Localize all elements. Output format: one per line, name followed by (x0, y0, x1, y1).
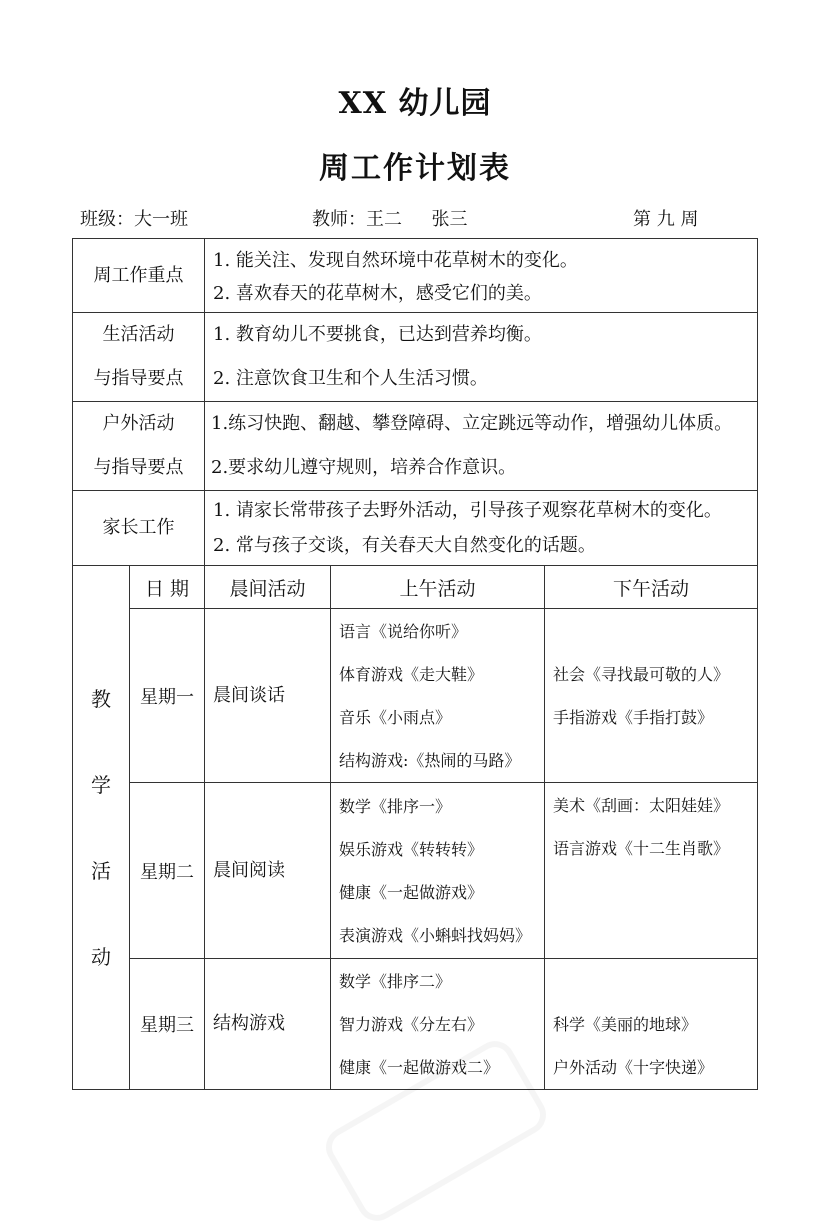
section-item: 1. 请家长常带孩子去野外活动，引导孩子观察花草树木的变化。 (213, 500, 722, 521)
table-row (73, 609, 758, 783)
side-char: 活 (91, 858, 111, 883)
activity-item: 数学《排序一》 (339, 796, 452, 816)
activity-item: 语言游戏《十二生肖歌》 (553, 839, 730, 858)
morning-cell: 结构游戏 (205, 959, 331, 1090)
side-char: 教 (91, 686, 111, 711)
section-item: 2. 常与孩子交谈，有关春天大自然变化的话题。 (213, 535, 596, 556)
section-item: 2.要求幼儿遵守规则，培养合作意识。 (211, 457, 517, 478)
activity-item: 科学《美丽的地球》 (553, 1015, 698, 1034)
pm-cell (545, 959, 758, 1090)
activity-item: 美术《刮画：太阳娃娃》 (553, 796, 730, 815)
day-cell: 星期一 (130, 609, 205, 783)
activity-item: 智力游戏《分左右》 (339, 1014, 484, 1034)
section-item: 2. 注意饮食卫生和个人生活习惯。 (213, 368, 488, 389)
section-item: 1. 能关注、发现自然环境中花草树木的变化。 (213, 250, 578, 271)
activity-item: 娱乐游戏《转转转》 (339, 839, 484, 859)
section-label (73, 402, 205, 491)
section-label (73, 491, 205, 566)
section-label (73, 239, 205, 313)
column-header-morning: 晨间活动 (205, 566, 331, 609)
am-cell (331, 609, 545, 783)
column-header-am: 上午活动 (331, 566, 545, 609)
activity-item: 表演游戏《小蝌蚪找妈妈》 (339, 925, 532, 945)
section-label-line: 户外活动 (102, 413, 175, 434)
teaching-side-label (73, 566, 130, 1090)
day-cell: 星期二 (130, 783, 205, 959)
table-row (73, 783, 758, 959)
class-label: 班级：大一班 (80, 209, 188, 230)
side-char: 动 (91, 944, 111, 969)
column-header-pm: 下午活动 (545, 566, 758, 609)
activity-item: 健康《一起做游戏》 (339, 882, 484, 902)
section-label-line: 周工作重点 (93, 264, 184, 286)
day-cell: 星期三 (130, 959, 205, 1090)
section-row-life (73, 313, 758, 402)
section-label-line: 与指导要点 (93, 368, 184, 389)
section-item: 2. 喜欢春天的花草树木，感受它们的美。 (213, 283, 542, 304)
section-row-focus (73, 239, 758, 313)
section-item: 1. 教育幼儿不要挑食，已达到营养均衡。 (213, 324, 542, 345)
section-row-outdoor (73, 402, 758, 491)
am-cell (331, 783, 545, 959)
section-label (73, 313, 205, 402)
pm-cell (545, 783, 758, 959)
morning-cell: 晨间谈话 (205, 609, 331, 783)
teacher-label: 教师：王二 张三 (312, 209, 468, 230)
morning-cell: 晨间阅读 (205, 783, 331, 959)
section-content (205, 402, 758, 491)
section-content (205, 491, 758, 566)
activity-item: 体育游戏《走大鞋》 (339, 664, 484, 684)
section-item: 1.练习快跑、翻越、攀登障碍、立定跳远等动作，增强幼儿体质。 (211, 413, 733, 434)
side-char: 学 (91, 772, 111, 797)
activity-item: 数学《排序二》 (339, 971, 452, 991)
page-title: 周工作计划表 (319, 151, 511, 186)
section-label-line: 生活活动 (102, 324, 175, 345)
week-label: 第 九 周 (633, 209, 699, 230)
activity-item: 社会《寻找最可敬的人》 (553, 664, 730, 684)
table-row (73, 959, 758, 1090)
activity-item: 音乐《小雨点》 (339, 707, 452, 727)
section-content (205, 239, 758, 313)
school-name: XX 幼儿园 (338, 86, 492, 121)
plan-table (72, 238, 758, 1090)
section-label-line: 家长工作 (102, 517, 175, 538)
section-content (205, 313, 758, 402)
activity-item: 手指游戏《手指打鼓》 (553, 707, 714, 727)
activity-item: 户外活动《十字快递》 (553, 1058, 714, 1077)
section-label-line: 与指导要点 (93, 457, 184, 478)
activity-item: 语言《说给你听》 (339, 621, 468, 641)
teaching-header-row (73, 566, 758, 609)
activity-item: 健康《一起做游戏二》 (339, 1057, 500, 1077)
activity-item: 结构游戏:《热闹的马路》 (339, 750, 521, 770)
section-row-parents (73, 491, 758, 566)
column-header-date: 日 期 (130, 566, 205, 609)
pm-cell (545, 609, 758, 783)
